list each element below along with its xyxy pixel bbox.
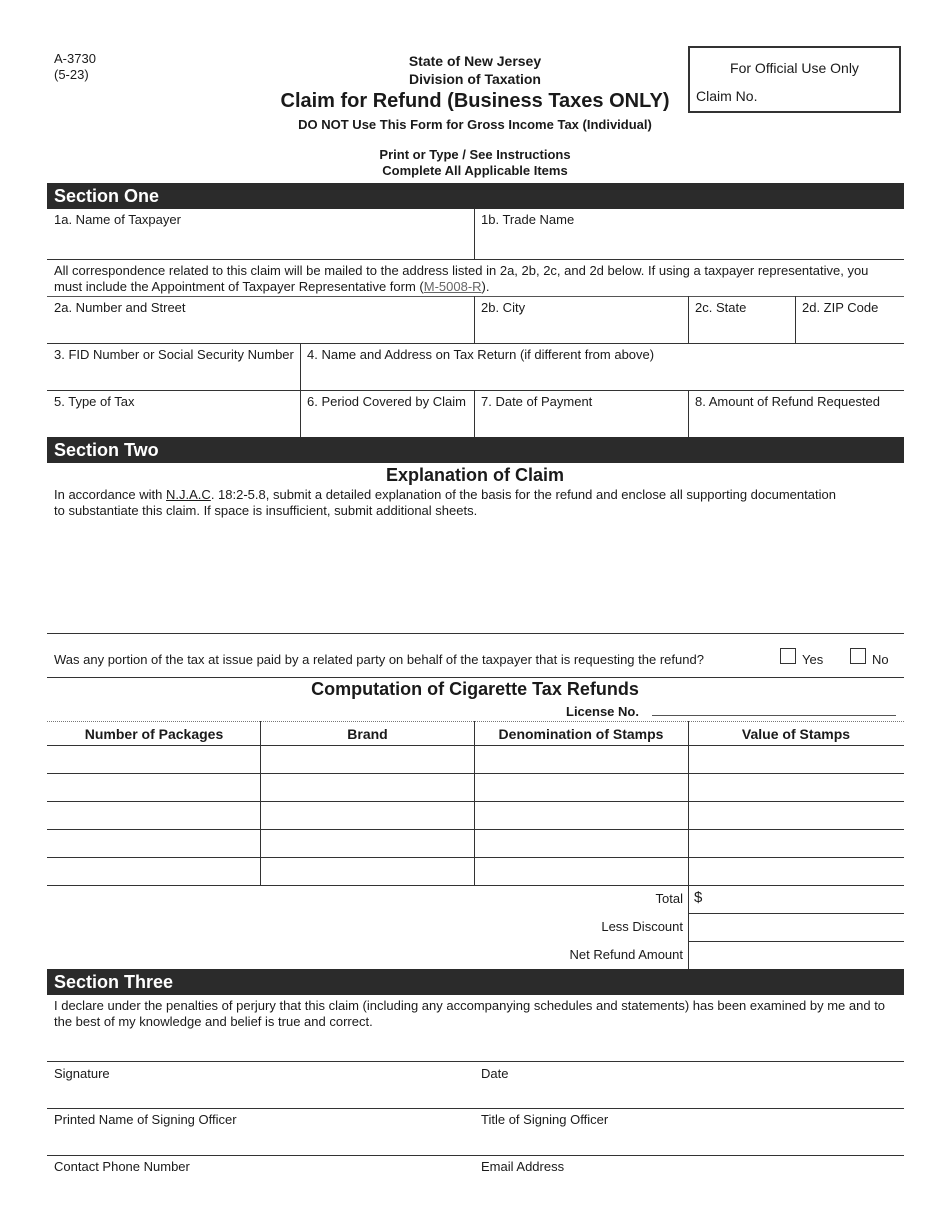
col-denomination: Denomination of Stamps bbox=[498, 726, 664, 742]
city-label: 2b. City bbox=[481, 300, 526, 315]
city-field[interactable] bbox=[478, 316, 684, 342]
njac-link[interactable]: N.J.A.C bbox=[166, 487, 211, 502]
col-value-of-stamps: Value of Stamps bbox=[741, 726, 851, 742]
section-one-heading: Section One bbox=[47, 183, 904, 209]
name-address-return-label: 4. Name and Address on Tax Return (if different from above) bbox=[307, 347, 655, 362]
correspondence-note: All correspondence related to this claim will be mailed to the address listed in 2a, 2b, 2c, and 2d below. If using a taxpayer representative, you must include the Appointment of Taxpayer Representative form (M-5008-R). bbox=[54, 263, 869, 294]
form-subtitle: DO NOT Use This Form for Gross Income Tax (Individual) bbox=[298, 117, 652, 132]
date-label: Date bbox=[481, 1066, 509, 1081]
title-officer-field[interactable] bbox=[478, 1082, 898, 1107]
state-field[interactable] bbox=[692, 316, 792, 342]
official-use-label: For Official Use Only bbox=[730, 60, 859, 76]
refund-amount-field[interactable] bbox=[692, 410, 899, 436]
form-number: A-3730 bbox=[54, 51, 96, 66]
net-refund-label: Net Refund Amount bbox=[569, 947, 683, 962]
yes-label: Yes bbox=[802, 652, 824, 667]
period-label: 6. Period Covered by Claim bbox=[307, 394, 466, 409]
phone-label: Contact Phone Number bbox=[54, 1159, 190, 1174]
street-field[interactable] bbox=[50, 316, 468, 342]
division-name: Division of Taxation bbox=[409, 71, 541, 87]
table-row[interactable] bbox=[47, 830, 904, 857]
signature-label: Signature bbox=[54, 1066, 110, 1081]
period-field[interactable] bbox=[304, 410, 470, 436]
less-discount-label: Less Discount bbox=[601, 919, 683, 934]
phone-field[interactable] bbox=[50, 1129, 468, 1154]
taxpayer-name-field[interactable] bbox=[50, 228, 468, 256]
printed-name-field[interactable] bbox=[50, 1082, 468, 1107]
explanation-field[interactable] bbox=[50, 522, 900, 630]
type-of-tax-label: 5. Type of Tax bbox=[54, 394, 135, 409]
declaration-text: I declare under the penalties of perjury that this claim (including any accompanying schedules and statements) has been examined by me and to the best of my knowledge and belief is true and correct. bbox=[54, 998, 886, 1029]
currency-symbol: $ bbox=[694, 889, 703, 906]
less-discount-field[interactable] bbox=[692, 916, 898, 940]
refund-amount-label: 8. Amount of Refund Requested bbox=[695, 394, 881, 409]
table-row[interactable] bbox=[47, 802, 904, 829]
col-brand: Brand bbox=[347, 726, 388, 742]
license-field[interactable] bbox=[652, 715, 896, 716]
form-number-block bbox=[54, 51, 96, 83]
taxpayer-name-label: 1a. Name of Taxpayer bbox=[54, 212, 181, 227]
instruction-complete: Complete All Applicable Items bbox=[382, 163, 568, 178]
total-label: Total bbox=[655, 891, 683, 906]
date-of-payment-label: 7. Date of Payment bbox=[481, 394, 593, 409]
col-number-of-packages: Number of Packages bbox=[84, 726, 224, 742]
table-row[interactable] bbox=[47, 858, 904, 885]
printed-name-label: Printed Name of Signing Officer bbox=[54, 1112, 237, 1127]
name-address-return-field[interactable] bbox=[304, 363, 899, 389]
state-name: State of New Jersey bbox=[408, 53, 542, 69]
state-label: 2c. State bbox=[695, 300, 747, 315]
section-two-heading: Section Two bbox=[47, 437, 904, 463]
yes-checkbox[interactable] bbox=[780, 648, 796, 664]
street-label: 2a. Number and Street bbox=[54, 300, 186, 315]
form-revision: (5-23) bbox=[54, 67, 89, 82]
table-row[interactable] bbox=[47, 746, 904, 773]
claim-no-label: Claim No. bbox=[696, 88, 758, 104]
related-party-question: Was any portion of the tax at issue paid by a related party on behalf of the taxpayer that is requesting the refund? bbox=[54, 652, 704, 667]
instructions-block bbox=[250, 147, 700, 179]
table-row[interactable] bbox=[47, 774, 904, 801]
m-5008-r-link[interactable]: M-5008-R bbox=[423, 279, 482, 294]
net-refund-field[interactable] bbox=[692, 944, 898, 966]
trade-name-label: 1b. Trade Name bbox=[481, 212, 575, 227]
official-use-box bbox=[688, 46, 901, 113]
date-field[interactable] bbox=[478, 1030, 898, 1060]
date-of-payment-field[interactable] bbox=[478, 410, 684, 436]
section-three-heading: Section Three bbox=[47, 969, 904, 995]
total-field[interactable] bbox=[708, 888, 898, 912]
no-checkbox[interactable] bbox=[850, 648, 866, 664]
agency-block bbox=[250, 52, 700, 88]
no-label: No bbox=[872, 652, 889, 667]
fid-field[interactable] bbox=[50, 363, 296, 389]
license-label: License No. bbox=[566, 704, 639, 719]
type-of-tax-field[interactable] bbox=[50, 410, 296, 436]
cigarette-title: Computation of Cigarette Tax Refunds bbox=[311, 679, 639, 699]
zip-label: 2d. ZIP Code bbox=[802, 300, 879, 315]
fid-label: 3. FID Number or Social Security Number bbox=[54, 347, 294, 362]
zip-field[interactable] bbox=[799, 316, 899, 342]
instruction-print: Print or Type / See Instructions bbox=[379, 147, 571, 162]
cigarette-table-body bbox=[47, 746, 904, 885]
explanation-text: In accordance with N.J.A.C. 18:2-5.8, submit a detailed explanation of the basis for the refund and enclose all supporting documentation to substantiate this claim. If space is insufficient, submit additional sheets. bbox=[54, 487, 836, 518]
email-field[interactable] bbox=[478, 1129, 898, 1154]
form-title: Claim for Refund (Business Taxes ONLY) bbox=[280, 90, 670, 112]
explanation-title: Explanation of Claim bbox=[385, 465, 565, 485]
trade-name-field[interactable] bbox=[478, 228, 898, 256]
signature-field[interactable] bbox=[50, 1030, 468, 1060]
title-officer-label: Title of Signing Officer bbox=[481, 1112, 609, 1127]
email-label: Email Address bbox=[481, 1159, 565, 1174]
